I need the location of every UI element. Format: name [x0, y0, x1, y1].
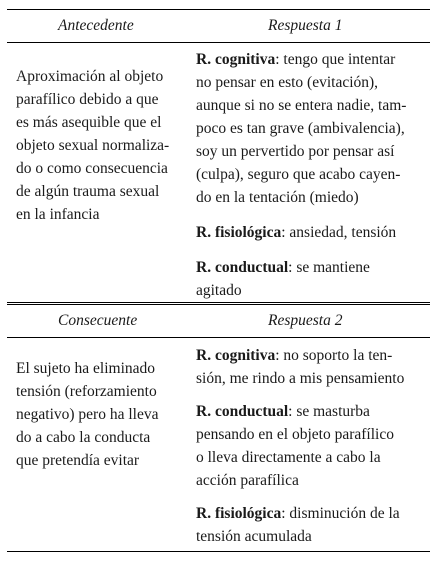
consecuente-text — [16, 357, 194, 472]
response-conductual-1 — [196, 256, 430, 302]
response-conductual-2 — [196, 400, 430, 492]
response-line: acción parafílica — [196, 472, 299, 489]
response-text: : ansiedad, tensión — [281, 224, 397, 241]
header2-rule — [7, 337, 430, 338]
response-line: do en la tentación (miedo) — [196, 189, 359, 206]
antecedente-text — [16, 65, 194, 226]
response-text: : disminución de la — [281, 505, 400, 522]
response-line: soy un pervertido por pensar así — [196, 143, 395, 160]
consecuente-line: do a cabo la conducta — [16, 429, 151, 446]
response-label: R. conductual — [196, 403, 289, 420]
response-cognitiva-1 — [196, 48, 430, 209]
response-label: R. conductual — [196, 259, 289, 276]
response-line: o lleva directamente a cabo la — [196, 449, 381, 466]
response-text: : se masturba — [288, 403, 370, 420]
antecedente-line: es más asequible que el — [16, 114, 162, 131]
response-text: : no soporto la ten- — [275, 347, 393, 364]
antecedente-line: do o como consecuencia — [16, 160, 168, 177]
response-line: tensión acumulada — [196, 528, 312, 545]
response-label: R. cognitiva — [196, 51, 276, 68]
response-fisiologica-2 — [196, 502, 430, 548]
response-line: poco es tan grave (ambivalencia), — [196, 120, 405, 137]
antecedente-line: objeto sexual normaliza- — [16, 137, 170, 154]
respuesta-1-text — [196, 48, 430, 302]
header-respuesta-2: Respuesta 2 — [268, 312, 343, 329]
response-line: aunque si no se entera nadie, tam- — [196, 97, 407, 114]
response-line: agitado — [196, 282, 242, 299]
header-respuesta-1: Respuesta 1 — [268, 17, 343, 34]
response-text: : se mantiene — [288, 259, 370, 276]
response-cognitiva-2 — [196, 344, 430, 390]
bottom-rule — [7, 551, 430, 552]
consecuente-line: tensión (reforzamiento — [16, 383, 157, 400]
response-text: : tengo que intentar — [275, 51, 396, 68]
response-label: R. fisiológica — [196, 505, 282, 522]
antecedente-line: Aproximación al objeto — [16, 68, 164, 85]
top-rule — [7, 9, 430, 10]
antecedente-line: de algún trauma sexual — [16, 183, 160, 200]
header-antecedente: Antecedente — [58, 17, 134, 34]
section-divider-top — [7, 302, 430, 303]
antecedente-line: parafílico debido a que — [16, 91, 159, 108]
response-fisiologica-1 — [196, 221, 430, 244]
response-line: (culpa), seguro que acabo cayen- — [196, 166, 401, 183]
response-line: sión, me rindo a mis pensamiento — [196, 370, 405, 387]
response-line: pensando en el objeto parafílico — [196, 426, 394, 443]
consecuente-line: negativo) pero ha lleva — [16, 406, 159, 423]
consecuente-line: que pretendía evitar — [16, 452, 140, 469]
section-divider-bottom — [7, 304, 430, 305]
antecedente-line: en la infancia — [16, 206, 100, 223]
response-label: R. cognitiva — [196, 347, 276, 364]
respuesta-2-text — [196, 344, 430, 548]
header1-rule — [7, 42, 430, 43]
header-consecuente: Consecuente — [58, 312, 138, 329]
response-label: R. fisiológica — [196, 224, 282, 241]
response-line: no pensar en esto (evitación), — [196, 74, 379, 91]
consecuente-line: El sujeto ha eliminado — [16, 360, 156, 377]
